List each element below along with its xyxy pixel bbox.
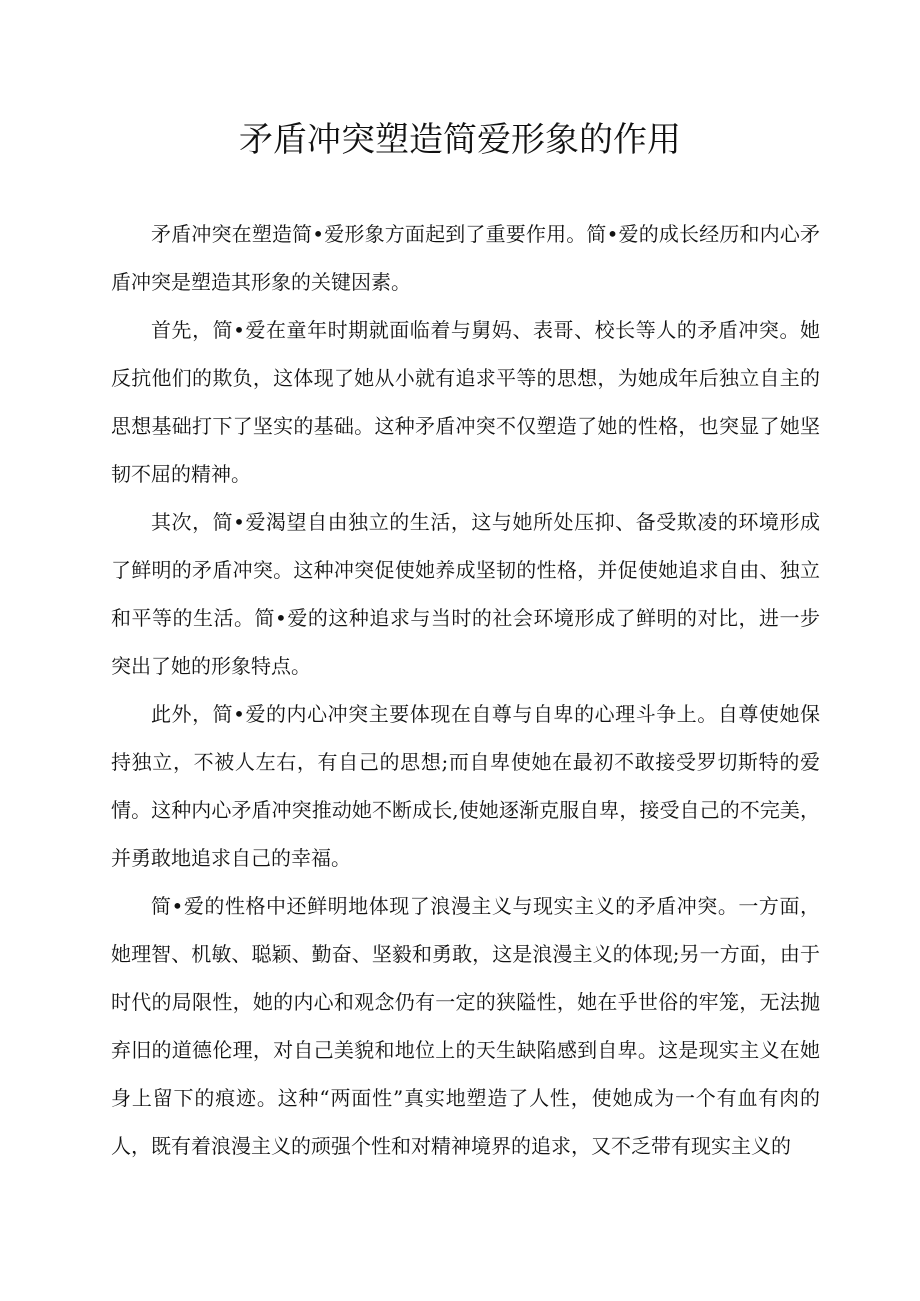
paragraph-3: 其次，简•爱渴望自由独立的生活，这与她所处压抑、备受欺凌的环境形成了鲜明的矛盾冲突。这种冲突促使她养成坚韧的性格，并促使她追求自由、独立和平等的生活。简•爱的这种追求与当时的社会环境形成了鲜明的对比，进一步突出了她的形象特点。 xyxy=(111,510,820,678)
document-body xyxy=(111,210,820,1170)
paragraph-4: 此外，简•爱的内心冲突主要体现在自尊与自卑的心理斗争上。自尊使她保持独立，不被人左右，有自己的思想;而自卑使她在最初不敢接受罗切斯特的爱情。这种内心矛盾冲突推动她不断成长,使她逐渐克服自卑，接受自己的不完美，并勇敢地追求自己的幸福。 xyxy=(111,702,820,870)
paragraph-2: 首先，简•爱在童年时期就面临着与舅妈、表哥、校长等人的矛盾冲突。她反抗他们的欺负，这体现了她从小就有追求平等的思想，为她成年后独立自主的思想基础打下了坚实的基础。这种矛盾冲突不仅塑造了她的性格，也突显了她坚韧不屈的精神。 xyxy=(111,318,820,486)
paragraph-5: 简•爱的性格中还鲜明地体现了浪漫主义与现实主义的矛盾冲突。一方面，她理智、机敏、聪颖、勤奋、坚毅和勇敢，这是浪漫主义的体现;另一方面，由于时代的局限性，她的内心和观念仍有一定的狭隘性，她在乎世俗的牢笼，无法抛弃旧的道德伦理，对自己美貌和地位上的天生缺陷感到自卑。这是现实主义在她身上留下的痕迹。这种“两面性”真实地塑造了人性，使她成为一个有血有肉的人，既有着浪漫主义的顽强个性和对精神境界的追求，又不乏带有现实主义的 xyxy=(111,894,820,1158)
document-title: 矛盾冲突塑造简爱形象的作用 xyxy=(239,120,681,160)
paragraph-1: 矛盾冲突在塑造简•爱形象方面起到了重要作用。简•爱的成长经历和内心矛盾冲突是塑造其形象的关键因素。 xyxy=(111,222,820,294)
